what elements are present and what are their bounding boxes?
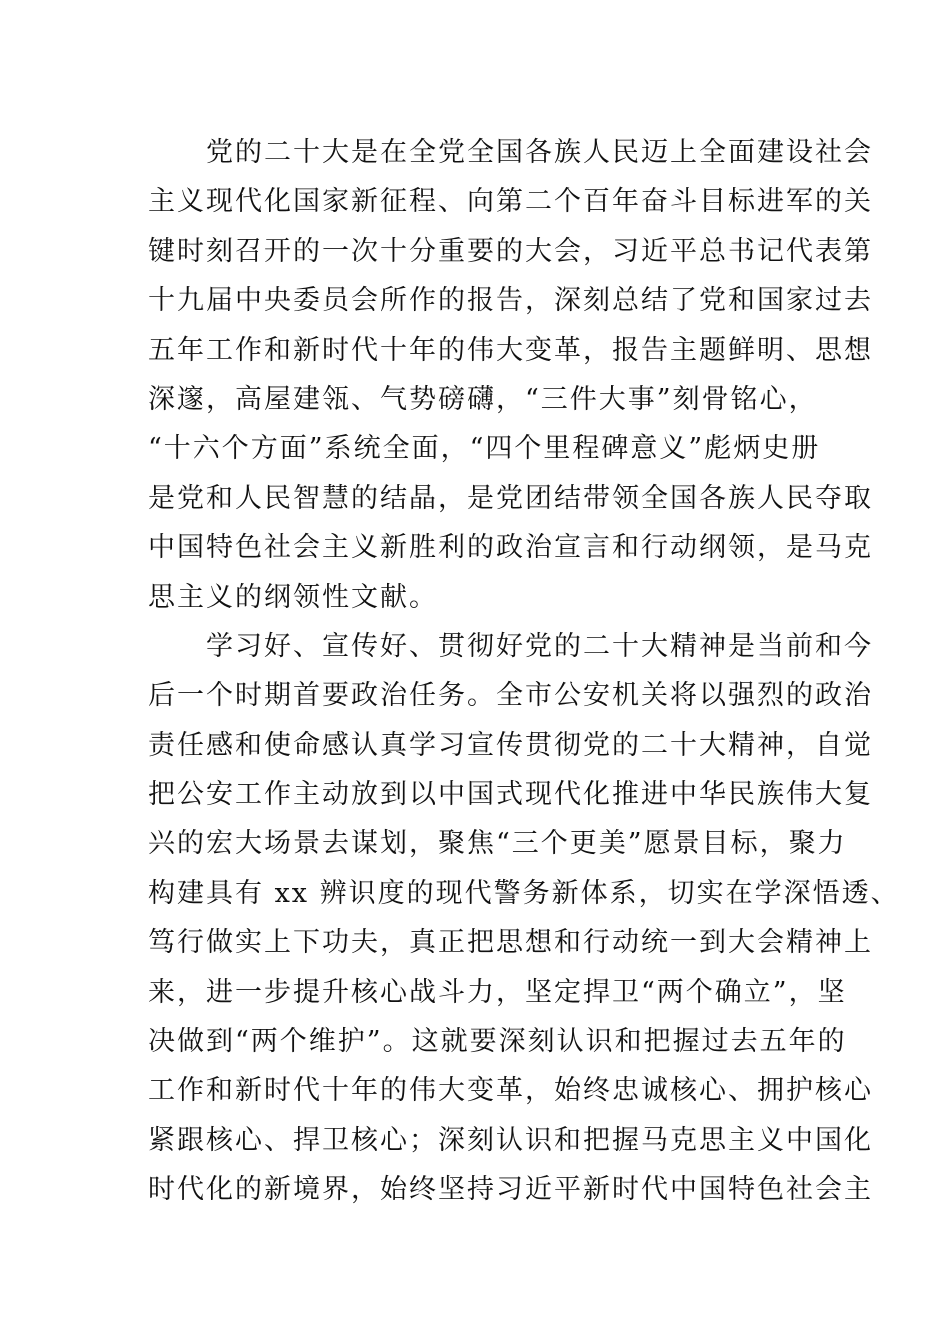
- text-line: 时代化的新境界，始终坚持习近平新时代中国特色社会主: [148, 1174, 873, 1206]
- text-line: 是党和人民智慧的结晶，是党团结带领全国各族人民夺取: [148, 482, 873, 514]
- paragraph-2: [148, 622, 900, 1215]
- text-line: 兴的宏大场景去谋划，聚焦“三个更美”愿景目标，聚力: [148, 828, 847, 860]
- text-line: “十六个方面”系统全面，“四个里程碑意义”彪炳史册: [148, 433, 821, 465]
- text-line: 工作和新时代十年的伟大变革，始终忠诚核心、拥护核心: [148, 1075, 873, 1107]
- text-line: 中国特色社会主义新胜利的政治宣言和行动纲领，是马克: [148, 532, 873, 564]
- text-line: 责任感和使命感认真学习宣传贯彻党的二十大精神，自觉: [148, 729, 873, 761]
- text-line: 笃行做实上下功夫，真正把思想和行动统一到大会精神上: [148, 927, 873, 959]
- text-line: 把公安工作主动放到以中国式现代化推进中华民族伟大复: [148, 779, 873, 811]
- text-line: 深邃，高屋建瓴、气势磅礴，“三件大事”刻骨铭心，: [148, 383, 818, 415]
- text-line: 决做到“两个维护”。这就要深刻认识和把握过去五年的: [148, 1026, 847, 1058]
- text-line: 学习好、宣传好、贯彻好党的二十大精神是当前和今: [148, 630, 873, 662]
- document-body: [148, 128, 900, 1215]
- paragraph-1: [148, 128, 873, 622]
- text-line: 构建具有 xx 辨识度的现代警务新体系，切实在学深悟透、: [148, 877, 900, 909]
- text-line: 后一个时期首要政治任务。全市公安机关将以强烈的政治: [148, 680, 873, 712]
- text-line: 党的二十大是在全党全国各族人民迈上全面建设社会: [148, 137, 873, 168]
- text-line: 十九届中央委员会所作的报告，深刻总结了党和国家过去: [148, 285, 873, 317]
- text-line: 键时刻召开的一次十分重要的大会，习近平总书记代表第: [148, 235, 873, 267]
- text-line: 五年工作和新时代十年的伟大变革，报告主题鲜明、思想: [148, 334, 873, 366]
- text-line: 思主义的纲领性文献。: [148, 581, 438, 613]
- text-line: 紧跟核心、捍卫核心；深刻认识和把握马克思主义中国化: [148, 1124, 873, 1156]
- text-line: 主义现代化国家新征程、向第二个百年奋斗目标进军的关: [148, 186, 873, 218]
- text-line: 来，进一步提升核心战斗力，坚定捍卫“两个确立”，坚: [148, 976, 847, 1008]
